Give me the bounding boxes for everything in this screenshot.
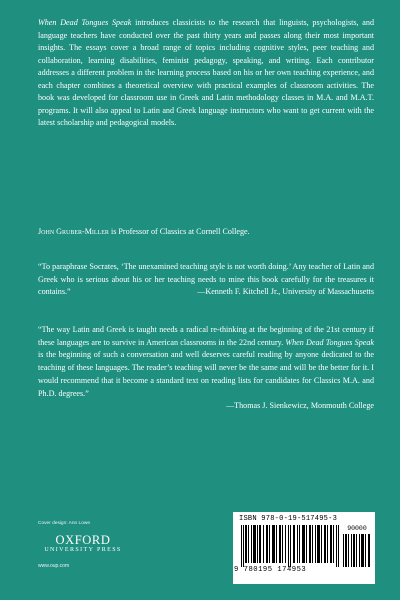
publisher-logo-press: UNIVERSITY PRESS [44, 547, 122, 553]
addon-number: 90000 [343, 525, 371, 532]
author-bio-text: is Professor of Classics at Cornell College. [108, 227, 250, 236]
quote-2-book-title: When Dead Tongues Speak [285, 337, 374, 347]
quote-2-text-a: “The way Latin and Greek is taught needs a radical re-thinking at the beginning of the 21st century if these languages are to survive in American classrooms in the 22nd century. [38, 325, 374, 347]
barcode-panel [233, 512, 375, 584]
book-title-italic: When Dead Tongues Speak [38, 18, 132, 27]
quote-2-text-b: is the beginning of such a conversation and well deserves careful reading by anyone dedicated to the teaching of these languages. The reader’s teaching will never be the same and will be the better for it. I would recommend that it become a standard text on reading lists for candidates for Classics M.A. and Ph.D. degrees.” [38, 350, 374, 398]
publisher-logo-oxford: OXFORD [55, 533, 111, 547]
publisher-logo [38, 534, 128, 554]
description-text: introduces classicists to the research that linguists, psychologists, and language teachers have conducted over the past thirty years and passes along their most important insights. The essays cover a broad range of topics including cognitive styles, peer teaching and collaboration, learning disabilities, feminist pedagogy, speaking, and writing. Each contributor addresses a different problem in the learning process based on his or her own teaching experience, and each chapter combines a theoretical overview with practical examples of classroom activities. The book was developed for classroom use in Greek and Latin methodology classes in M.A. and M.A.T. programs. It will also appeal to Latin and Greek language instructors who want to get current with the latest scholarship and pedagogical models. [38, 18, 374, 128]
quote-1-attribution: —Kenneth F. Kitchell Jr., University of Massachusetts [197, 287, 374, 297]
endorsement-quote-1 [38, 261, 374, 299]
publisher-url: www.oup.com [38, 563, 70, 569]
ean-barcode [241, 525, 339, 567]
quote-1-text: “To paraphrase Socrates, ‘The unexamined teaching style is not worth doing.’ Any teacher of Latin and Greek who is serious about his or her teaching needs to mine this book carefully for the treasures it contains.” [38, 262, 374, 297]
author-name: John Gruber-Miller [38, 227, 109, 236]
quote-2-attribution: —Thomas J. Sienkewicz, Monmouth College [226, 401, 374, 411]
book-description [38, 17, 374, 130]
cover-design-credit: Cover design: Ann Lowe [38, 521, 90, 526]
ean-number: 9 780195 174953 [234, 566, 307, 574]
author-bio [38, 226, 374, 238]
endorsement-quote-2 [38, 324, 374, 413]
isbn-text: ISBN 978-0-19-517495-3 [239, 515, 338, 523]
